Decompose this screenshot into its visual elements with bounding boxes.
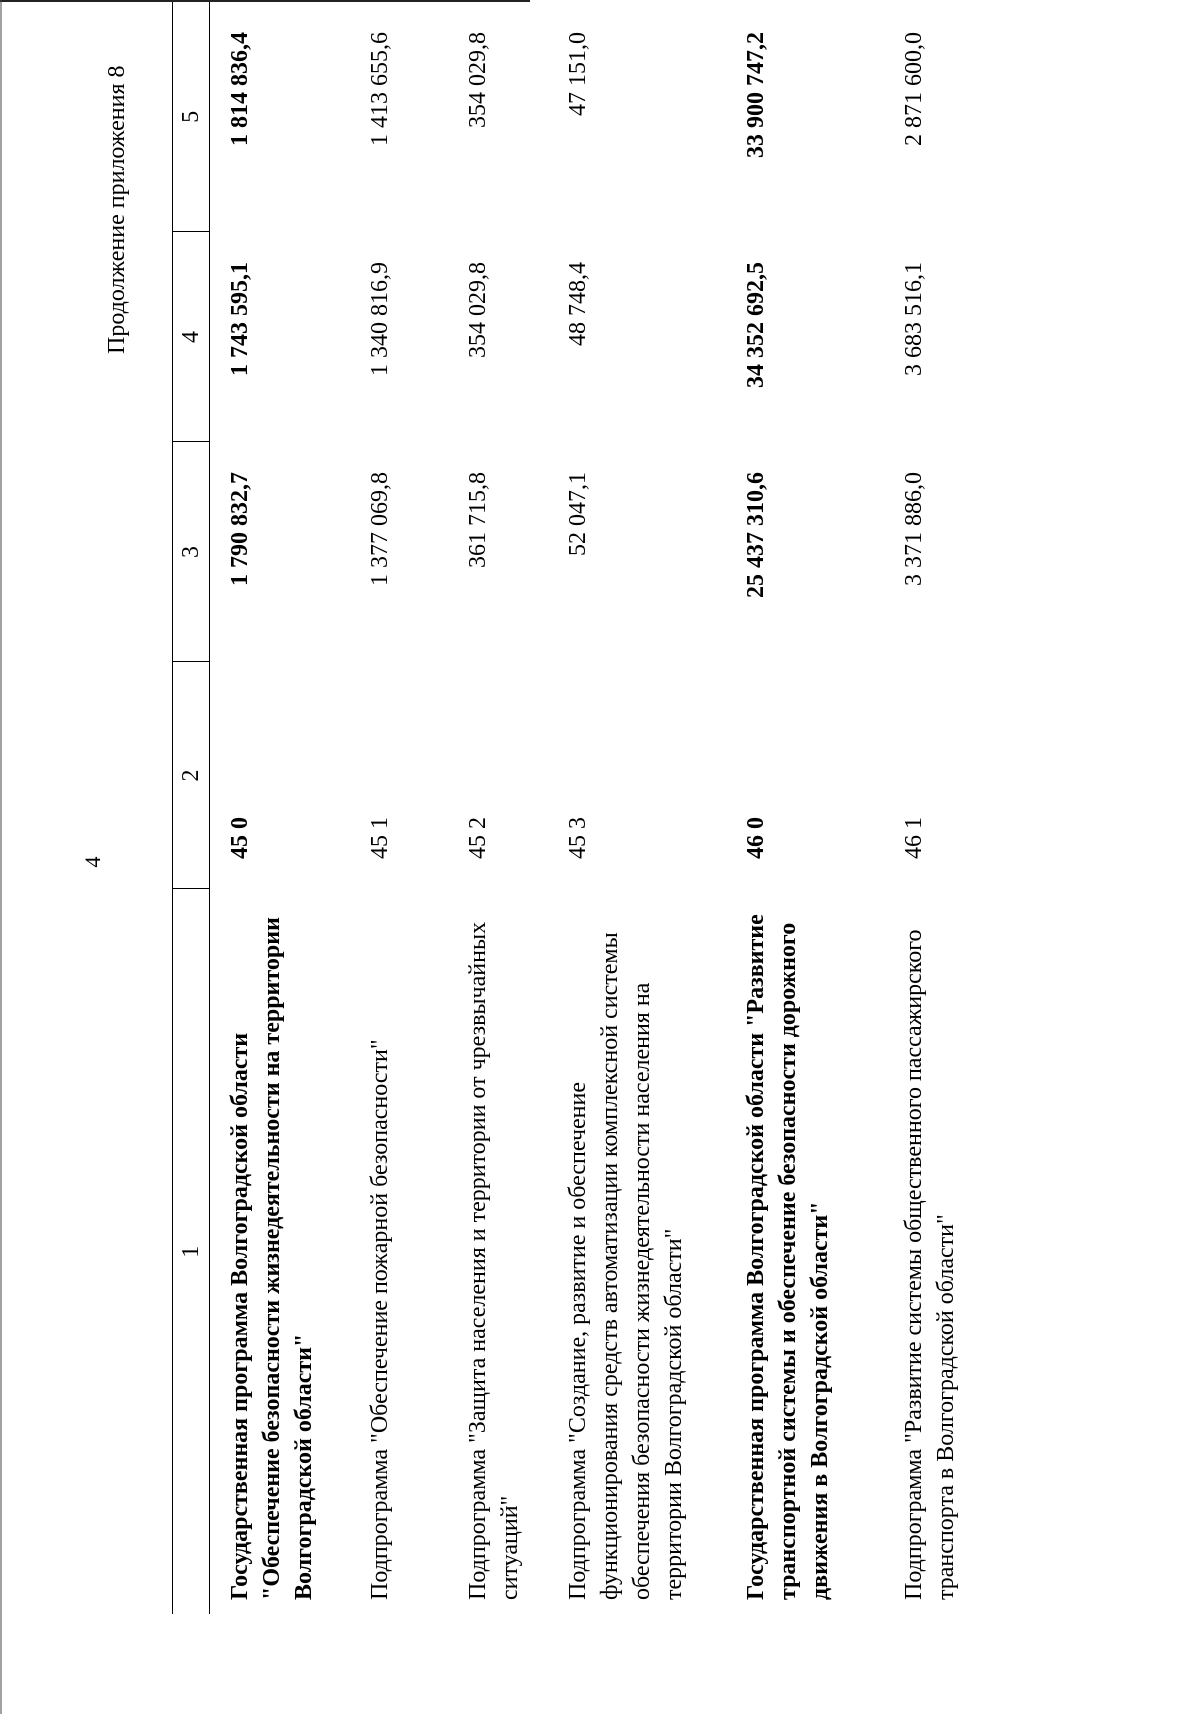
column-header-5: 5: [173, 2, 210, 232]
value-col-5: 1 413 655,6: [367, 32, 393, 146]
value-col-5: 1 814 836,4: [227, 32, 253, 146]
program-name: Подпрограмма "Создание, развитие и обеспечение функционирования средств автоматизации комплексной системы обеспечения безопасности жизнедеятельности населения на территории Волгоградской области": [565, 932, 687, 1600]
value-col-3: 52 047,1: [565, 472, 591, 556]
continuation-caption: Продолжение приложения 8: [104, 65, 130, 354]
table-row: [210, 2, 351, 1614]
table-row: [726, 2, 884, 1614]
column-header-3: 3: [173, 442, 210, 662]
value-col-4: 3 683 516,1: [901, 262, 927, 376]
column-header-2: 2: [173, 662, 210, 889]
program-name: Подпрограмма "Защита населения и территории от чрезвычайных ситуаций": [465, 921, 523, 1600]
budget-table: [172, 2, 1018, 1614]
table-header-row: [173, 2, 210, 1614]
page-number: 4: [80, 856, 105, 868]
value-col-5: 47 151,0: [565, 32, 591, 116]
column-header-4: 4: [173, 232, 210, 442]
value-col-5: 2 871 600,0: [901, 32, 927, 146]
table-row: [884, 2, 1018, 1614]
table-row: [548, 2, 726, 1614]
program-code: 46 0: [743, 817, 769, 859]
program-code: 45 1: [367, 817, 393, 859]
value-col-4: 48 748,4: [565, 262, 591, 346]
value-col-4: 1 743 595,1: [227, 262, 253, 376]
program-code: 45 3: [565, 817, 591, 859]
value-col-3: 3 371 886,0: [901, 472, 927, 586]
program-code: 45 0: [227, 817, 253, 859]
value-col-4: 34 352 692,5: [743, 262, 769, 388]
value-col-3: 1 377 069,8: [367, 472, 393, 586]
table-row: [448, 2, 548, 1614]
program-name: Государственная программа Волгоградской области "Обеспечение безопасности жизнедеятельности на территории Волгоградской области": [227, 917, 317, 1600]
table-row: [350, 2, 448, 1614]
program-code: 45 2: [465, 817, 491, 859]
program-name: Подпрограмма "Развитие системы общественного пассажирского транспорта в Волгоградской области": [901, 929, 959, 1600]
value-col-3: 361 715,8: [465, 472, 491, 568]
value-col-3: 1 790 832,7: [227, 472, 253, 586]
column-header-1: 1: [173, 889, 210, 1614]
program-name: Подпрограмма "Обеспечение пожарной безопасности": [367, 1039, 393, 1600]
program-name: Государственная программа Волгоградской области "Развитие транспортной системы и обеспечение безопасности дорожного движения в Волгоградской области": [743, 914, 833, 1600]
value-col-5: 354 029,8: [465, 32, 491, 128]
program-code: 46 1: [901, 817, 927, 859]
value-col-5: 33 900 747,2: [743, 32, 769, 158]
value-col-4: 1 340 816,9: [367, 262, 393, 376]
value-col-4: 354 029,8: [465, 262, 491, 358]
value-col-3: 25 437 310,6: [743, 472, 769, 598]
